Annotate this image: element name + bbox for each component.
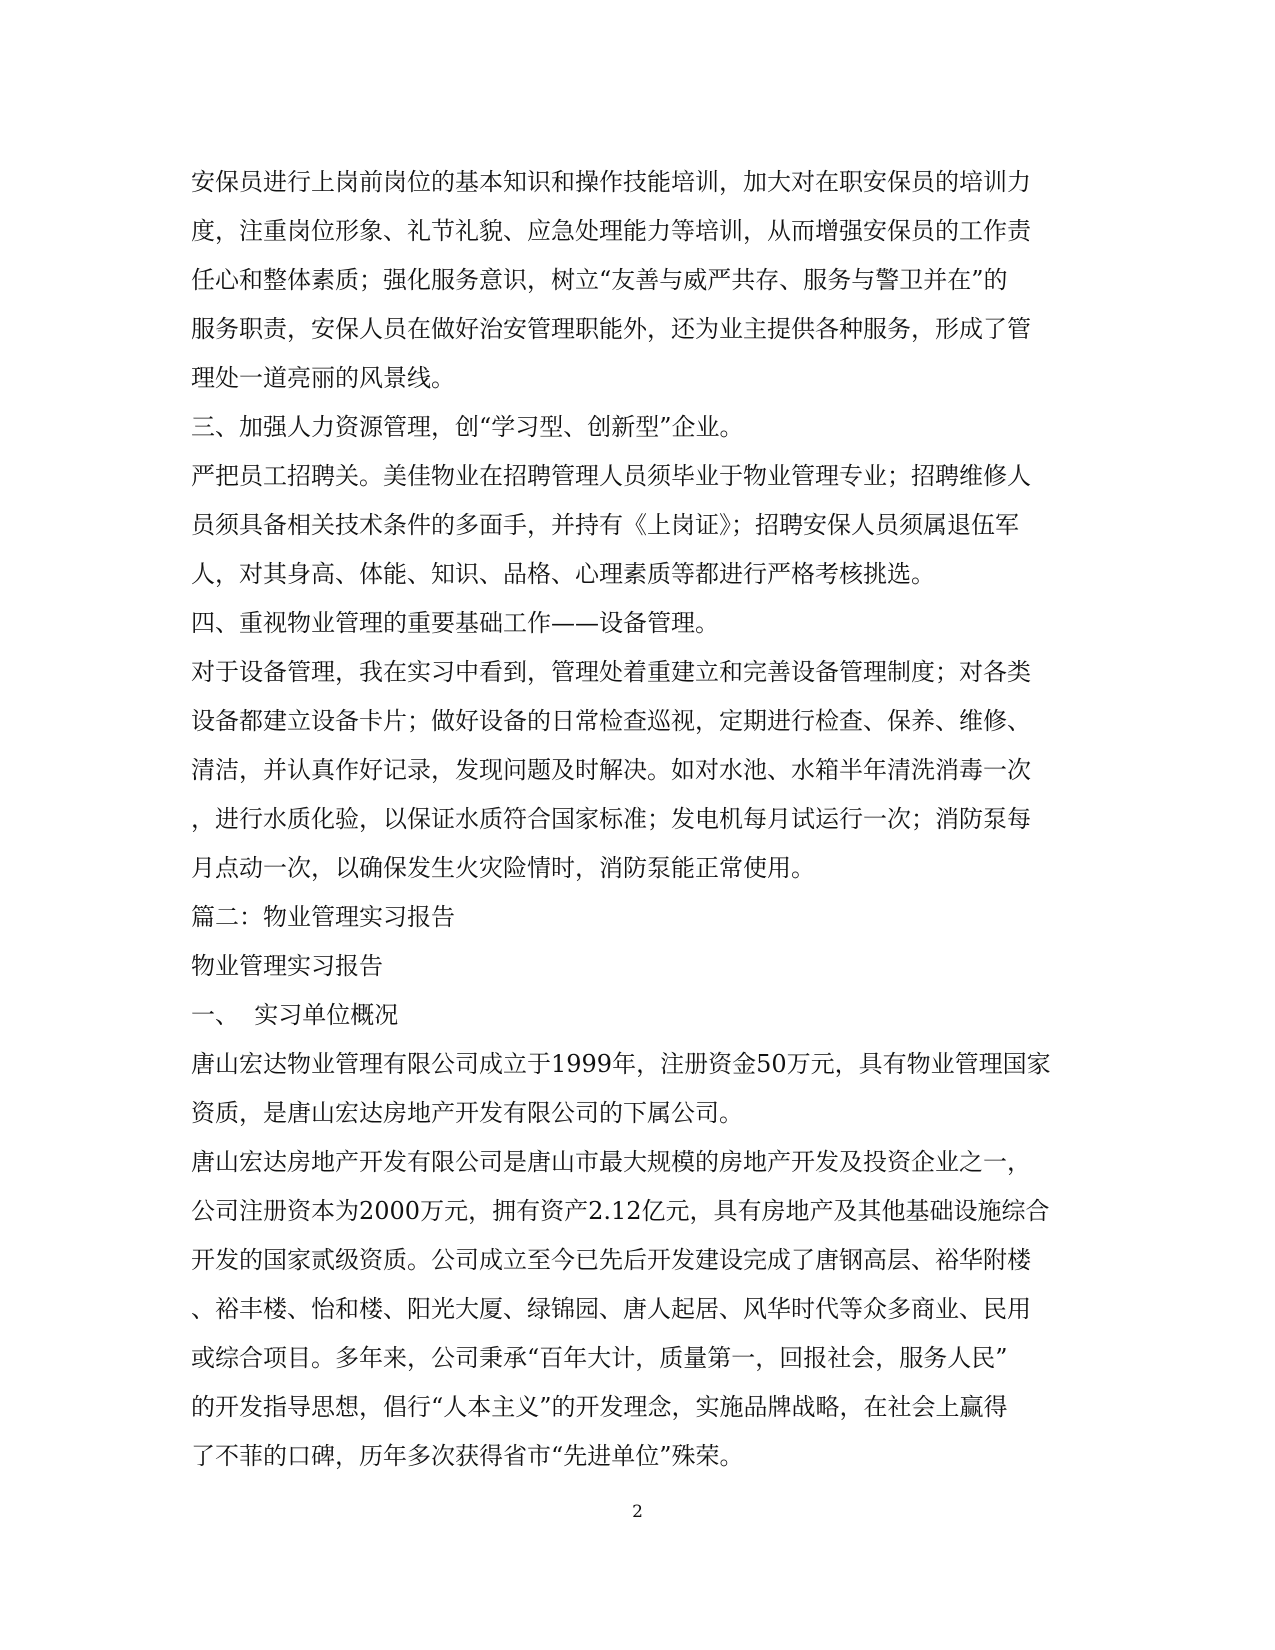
text-line: 清洁，并认真作好记录，发现问题及时解决。如对水池、水箱半年清洗消毒一次	[191, 756, 1031, 784]
text-line: 设备都建立设备卡片；做好设备的日常检查巡视，定期进行检查、保养、维修、	[191, 707, 1031, 735]
body-text	[191, 158, 1071, 1481]
text-line: 的开发指导思想，倡行“人本主义”的开发理念，实施品牌战略，在社会上赢得	[191, 1393, 1008, 1421]
text-line: 对于设备管理，我在实习中看到，管理处着重建立和完善设备管理制度；对各类	[191, 658, 1031, 686]
text-line: ，进行水质化验，以保证水质符合国家标准；发电机每月试运行一次；消防泵每	[191, 805, 1031, 833]
text-line: 安保员进行上岗前岗位的基本知识和操作技能培训，加大对在职安保员的培训力	[191, 168, 1031, 196]
chapter-heading: 篇二：物业管理实习报告	[191, 903, 455, 931]
text-line: 员须具备相关技术条件的多面手，并持有《上岗证》；招聘安保人员须属退伍军	[191, 511, 1019, 539]
text-line: 或综合项目。多年来，公司秉承“百年大计，质量第一，回报社会，服务人民”	[191, 1344, 1008, 1372]
text-line: 唐山宏达物业管理有限公司成立于1999年，注册资金50万元，具有物业管理国家	[191, 1050, 1051, 1078]
text-line: 资质，是唐山宏达房地产开发有限公司的下属公司。	[191, 1099, 743, 1127]
section-heading: 四、重视物业管理的重要基础工作——设备管理。	[191, 609, 719, 637]
text-line: 人，对其身高、体能、知识、品格、心理素质等都进行严格考核挑选。	[191, 560, 935, 588]
page-number: 2	[632, 1502, 643, 1522]
text-line: 、裕丰楼、怡和楼、阳光大厦、绿锦园、唐人起居、风华时代等众多商业、民用	[191, 1295, 1031, 1323]
report-title: 物业管理实习报告	[191, 952, 383, 980]
section-heading: 三、加强人力资源管理，创“学习型、创新型”企业。	[191, 413, 744, 441]
text-line: 唐山宏达房地产开发有限公司是唐山市最大规模的房地产开发及投资企业之一，	[191, 1148, 1031, 1176]
section-heading: 一、 实习单位概况	[191, 1001, 399, 1029]
text-line: 度，注重岗位形象、礼节礼貌、应急处理能力等培训，从而增强安保员的工作责	[191, 217, 1031, 245]
text-line: 开发的国家贰级资质。公司成立至今已先后开发建设完成了唐钢高层、裕华附楼	[191, 1246, 1031, 1274]
text-line: 任心和整体素质；强化服务意识，树立“友善与威严共存、服务与警卫并在”的	[191, 266, 1008, 294]
text-line: 服务职责，安保人员在做好治安管理职能外，还为业主提供各种服务，形成了管	[191, 315, 1031, 343]
text-line: 了不菲的口碑，历年多次获得省市“先进单位”殊荣。	[191, 1442, 744, 1470]
text-line: 理处一道亮丽的风景线。	[191, 364, 455, 392]
text-line: 月点动一次，以确保发生火灾险情时，消防泵能正常使用。	[191, 854, 815, 882]
text-line: 公司注册资本为2000万元，拥有资产2.12亿元，具有房地产及其他基础设施综合	[191, 1197, 1050, 1225]
text-line: 严把员工招聘关。美佳物业在招聘管理人员须毕业于物业管理专业；招聘维修人	[191, 462, 1031, 490]
